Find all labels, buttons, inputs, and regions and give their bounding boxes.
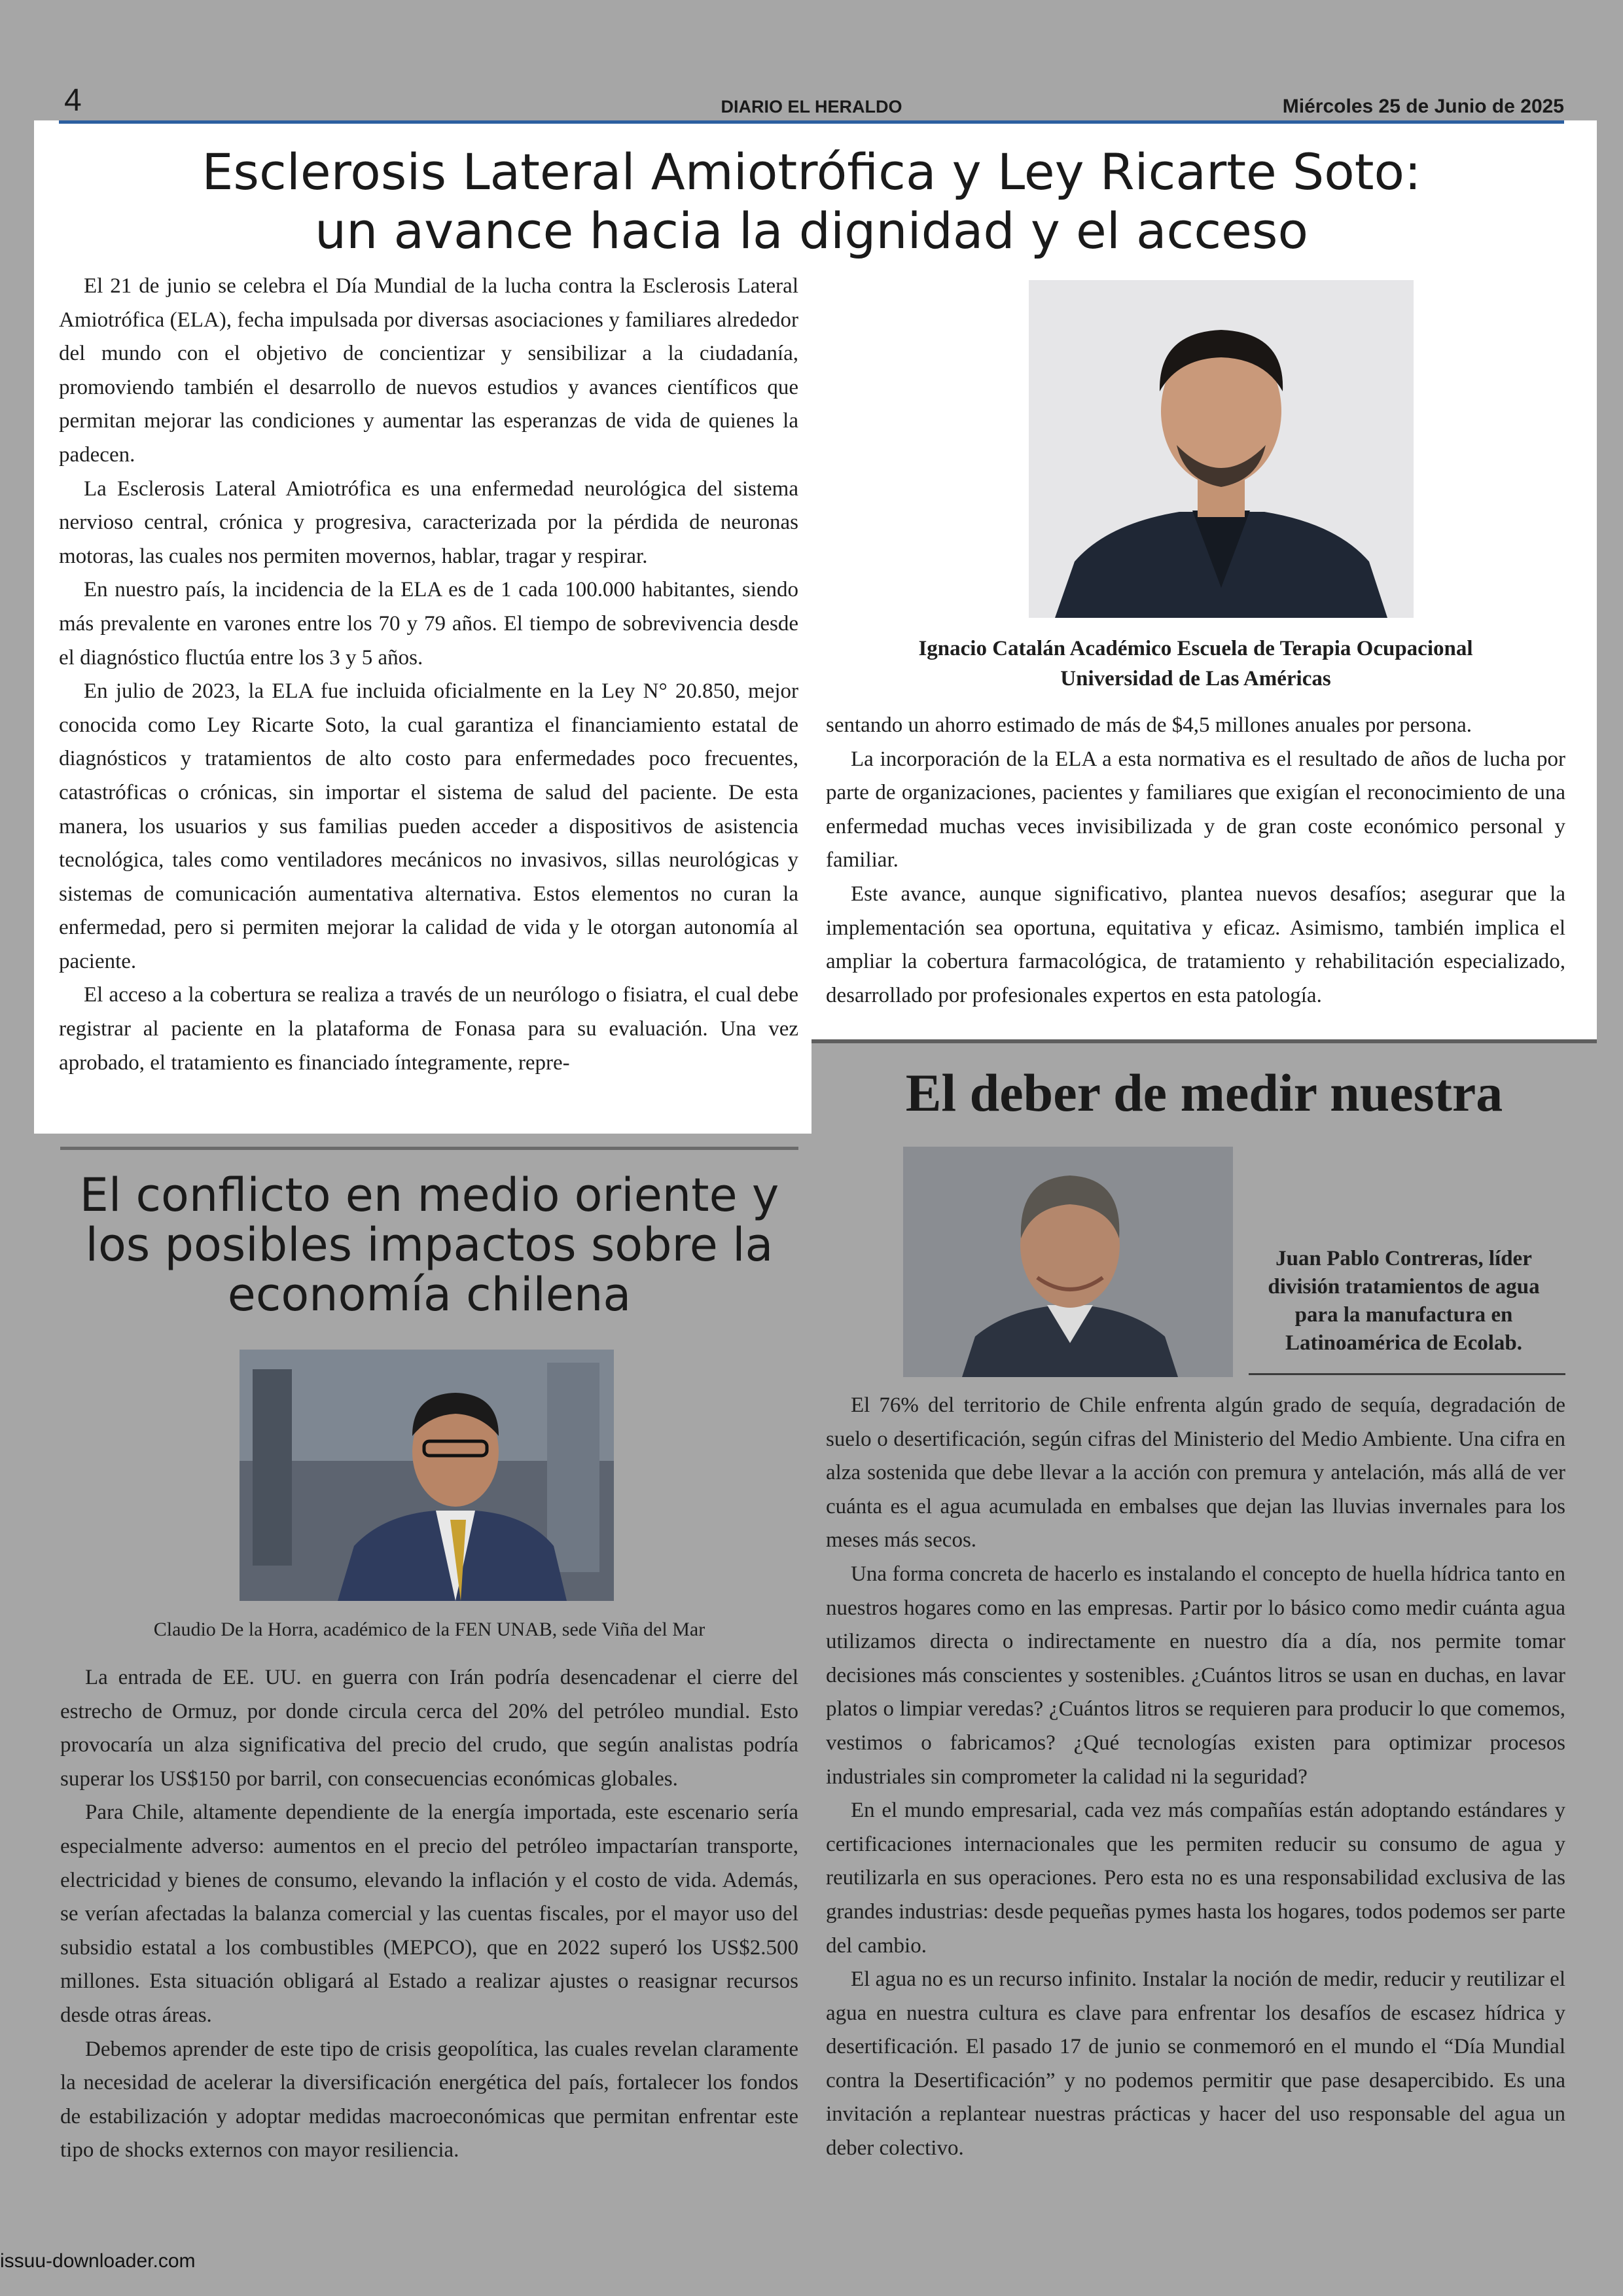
header-rule [59,120,1564,124]
caption-line: Ignacio Catalán Académico Escuela de Terapia Ocupacional [918,637,1473,660]
paragraph: Para Chile, altamente dependiente de la energía importada, este escenario sería especialmente adverso: aumentos en el precio del petróleo impactarían transporte, electricidad y bienes de consumo, elevando la inflación y el costo de vida. Además, se verían afectadas la balanza comercial y las cuentas fiscales, por el mayor uso del subsidio estatal a los combustibles (MEPCO), que en 2022 superó los US$2.500 millones. Esta situación obligará al Estado a realizar ajustes o reasignar recursos desde otras áreas. [60,1801,798,2027]
paragraph: Este avance, aunque significativo, plantea nuevos desafíos; asegurar que la implementación sea oportuna, equitativa y eficaz. Asimismo, también implica el ampliar la cobertura farmacológica, de tratamiento y rehabilitación especializado, desarrollado por profesionales expertos en esta patología. [826,882,1565,1007]
caption-rule [1249,1373,1565,1375]
page-number: 4 [64,83,82,118]
paragraph: Debemos aprender de este tipo de crisis geopolítica, las cuales revelan claramente la necesidad de acelerar la diversificación energética del país, fortalecer los fondos de estabilización y adoptar medidas macroeconómicas que permitan enfrentar este tipo de shocks externos con mayor resiliencia. [60,2037,798,2162]
paragraph: El agua no es un recurso infinito. Instalar la noción de medir, reducir y reutilizar el agua en nuestra cultura es clave para enfrentar los desafíos de escasez hídrica y desertificación. El pasado 17 de junio se conmemoró en el mundo el “Día Mundial contra la Desertificación” y no podemos permitir que pase desapercibido. Es una invitación a replantear nuestras prácticas y hacer del uso responsable del agua un deber colectivo. [826,1967,1565,2161]
paragraph: En nuestro país, la incidencia de la ELA es de 1 cada 100.000 habitantes, siendo más prevalente en varones entre los 70 y 79 años. El tiempo de sobrevivencia desde el diagnóstico fluctúa entre los 3 y 5 años. [59,578,798,670]
paragraph: La incorporación de la ELA a esta normativa es el resultado de años de lucha por parte de organizaciones, pacientes y familiares que exigían el reconocimiento de una enfermedad muchas veces invisibilizada y de gran coste económico personal y familiar. [826,747,1565,872]
caption-line: división tratamientos de agua [1268,1275,1540,1299]
article1-left-column [59,270,798,1134]
watermark: issuu-downloader.com [0,2250,196,2272]
paragraph: El 76% del territorio de Chile enfrenta algún grado de sequía, degradación de suelo o desertificación, según cifras del Ministerio del Medio Ambiente. Una cifra en alza sostenida que debe llevar a la acción con premura y antelación, más allá de ver cuánta es el agua acumulada en embalses que dejan las lluvias invernales para los meses más secos. [826,1393,1565,1552]
paragraph: El 21 de junio se celebra el Día Mundial de la lucha contra la Esclerosis Lateral Amiotrófica (ELA), fecha impulsada por diversas asociaciones y familiares alrededor del mundo con el objetivo de concientizar y sensibilizar a la ciudadanía, promoviendo también el desarrollo de nuevos estudios y avances científicos que permitan mejorar las condiciones y aumentar las esperanzas de vida de quienes la padecen. [59,274,798,467]
article3-headline: El deber de medir nuestra [905,1063,1503,1122]
paragraph: El acceso a la cobertura se realiza a través de un neurólogo o fisiatra, el cual debe registrar al paciente en la plataforma de Fonasa para su evaluación. Una vez aprobado, el tratamiento es financiado íntegramente, repre- [59,983,798,1075]
paragraph: Una forma concreta de hacerlo es instalando el concepto de huella hídrica tanto en nuestros hogares como en las empresas. Partir por lo básico como medir cuánta agua utilizamos directa o indirectamente en nuestro día a día, nos permite tomar decisiones más conscientes y sostenibles. ¿Cuántos litros se usan en duchas, en lavar platos o limpiar veredas? ¿Cuántos litros se requieren para producir lo que comemos, vestimos o fabricamos? ¿Qué tecnologías existen para optimizar procesos industriales sin comprometer la calidad ni la seguridad? [826,1562,1565,1789]
paragraph: sentando un ahorro estimado de más de $4,5 millones anuales por persona. [826,713,1472,737]
section-divider [60,1147,798,1150]
article1-right-column [826,709,1565,1023]
caption-line: Latinoamérica de Ecolab. [1285,1331,1523,1355]
author-photo-claudio [240,1350,614,1601]
paragraph: En el mundo empresarial, cada vez más compañías están adoptando estándares y certificaciones internacionales que les permiten reducir su consumo de agua y reutilizarla en sus operaciones. Pero esta no es una responsabilidad exclusiva de las grandes industrias: desde pequeñas pymes hasta los hogares, todos podemos ser parte del cambio. [826,1799,1565,1958]
article2-photo-caption: Claudio De la Horra, académico de la FEN UNAB, sede Viña del Mar [153,1619,705,1640]
caption-line: para la manufactura en [1294,1303,1513,1327]
paragraph: En julio de 2023, la ELA fue incluida oficialmente en la Ley N° 20.850, mejor conocida como Ley Ricarte Soto, la cual garantiza el financiamiento estatal de diagnósticos y tratamientos de alto costo para enfermedades poco frecuentes, catastróficas o crónicas, sin importar el sistema de salud del paciente. De esta manera, los usuarios y sus familias pueden acceder a dispositivos de asistencia tecnológica, tales como ventiladores mecánicos no invasivos, sillas neurológicas y sistemas de comunicación aumentativa alternativa. Estos elementos no curan la enfermedad, pero si permiten mejorar la calidad de vida y le otorgan autonomía al paciente. [59,679,798,973]
caption-line: Juan Pablo Contreras, líder [1275,1247,1532,1270]
article2-headline-line: economía chilena [227,1268,632,1321]
article1-photo-caption [826,634,1565,694]
author-photo-juan-pablo [903,1147,1233,1377]
article3-column [826,1389,1565,2220]
paragraph: La entrada de EE. UU. en guerra con Irán podría desencadenar el cierre del estrecho de Ormuz, por donde circula cerca del 20% del petróleo mundial. Esto provocaría un alza significativa del precio del crudo, que según analistas podría superar los US$150 por barril, con consecuencias económicas globales. [60,1666,798,1791]
article2-headline-line: El conflicto en medio oriente y [79,1168,779,1222]
article3-photo-caption [1243,1245,1564,1357]
article2-headline-line: los posibles impactos sobre la [85,1218,774,1272]
caption-line: Universidad de Las Américas [1060,667,1331,691]
article1-headline-line: Esclerosis Lateral Amiotrófica y Ley Ricarte Soto: [202,143,1421,201]
page-header [59,83,1564,122]
author-photo-ignacio [1029,280,1414,618]
paragraph: La Esclerosis Lateral Amiotrófica es una enfermedad neurológica del sistema nervioso central, crónica y progresiva, caracterizada por la pérdida de neuronas motoras, las cuales nos permiten movernos, hablar, tragar y respirar. [59,476,798,568]
issue-date: Miércoles 25 de Junio de 2025 [1282,96,1564,117]
newspaper-name: DIARIO EL HERALDO [721,97,902,117]
article2-column [60,1661,798,2211]
article1-headline [92,143,1531,260]
article2-headline [60,1170,798,1319]
article1-headline-line: un avance hacia la dignidad y el acceso [315,202,1308,260]
section-divider [812,1039,1597,1043]
